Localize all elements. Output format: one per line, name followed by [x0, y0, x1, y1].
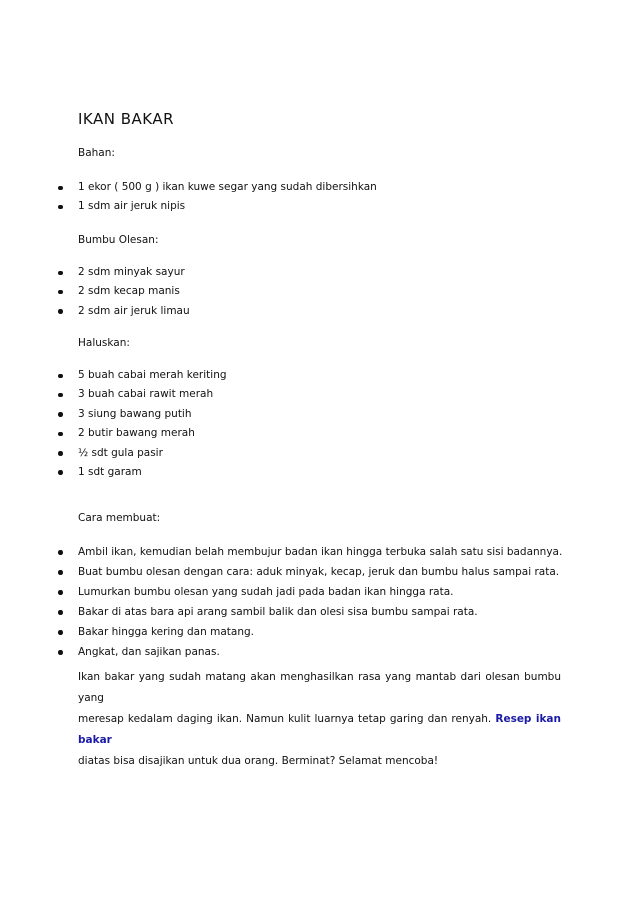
- resep-ikan-bakar-link[interactable]: Resep ikan bakar: [78, 713, 561, 746]
- bullet-icon: [58, 550, 63, 555]
- bahan-label: Bahan:: [78, 147, 115, 159]
- closing-line-1: Ikan bakar yang sudah matang akan menghasilkan rasa yang mantab dari olesan bumbu yang: [78, 671, 561, 704]
- bullet-icon: [58, 470, 63, 475]
- bullet-icon: [58, 290, 63, 295]
- bullet-icon: [58, 590, 63, 595]
- bullet-icon: [58, 393, 63, 398]
- bullet-icon: [58, 570, 63, 575]
- recipe-title: IKAN BAKAR: [78, 110, 175, 128]
- bullet-icon: [58, 610, 63, 615]
- bullet-icon: [58, 374, 63, 379]
- bumbu-olesan-label: Bumbu Olesan:: [78, 234, 159, 246]
- bullet-icon: [58, 630, 63, 635]
- closing-line-2-text: meresap kedalam daging ikan. Namun kulit luarnya tetap garing dan renyah.: [78, 713, 492, 725]
- haluskan-label: Haluskan:: [78, 337, 130, 349]
- bullet-icon: [58, 205, 63, 210]
- closing-line-2: [78, 709, 561, 751]
- bullet-icon: [58, 186, 63, 191]
- bullet-icon: [58, 451, 63, 456]
- closing-paragraph: [78, 667, 561, 772]
- bullet-icon: [58, 432, 63, 437]
- bullet-icon: [58, 271, 63, 276]
- document-page: IKAN BAKAR Bahan: 1 ekor ( 500 g ) ikan kuwe segar yang sudah dibersihkan 1 sdm air jeruk nipis Bumbu Olesan: 2 sdm minyak sayur 2 sdm kecap manis 2 sdm air jeruk limau Haluskan: 5 buah cabai merah keriting 3 buah cabai rawit merah 3 siung bawang putih 2 butir bawang merah ½ sdt gula pasir 1 sdt garam Cara membuat: Ambil ikan, kemudian belah membujur badan ikan hingga terbuka salah satu sisi badannya. Buat bumbu olesan dengan cara: aduk minyak, kecap, jeruk dan bumbu halus sampai rata. Lumurkan bumbu olesan yang sudah jadi pada badan ikan hingga rata. Bakar di atas bara api arang sambil balik dan olesi sisa bumbu sampai rata. Bakar hingga kering dan matang. Angkat, dan sajikan panas. Ikan bakar yang sudah matang akan menghasilkan rasa yang mantab dari olesan bumbu yang meresap kedalam daging ikan. Namun kulit luarnya tetap garing dan renyah. Resep ikan bakar diatas bisa disajikan untuk dua orang. Berminat? Selamat mencoba!: [0, 0, 638, 903]
- bullet-icon: [58, 650, 63, 655]
- bullet-icon: [58, 412, 63, 417]
- closing-line-3: diatas bisa disajikan untuk dua orang. Berminat? Selamat mencoba!: [78, 755, 439, 767]
- bullet-icon: [58, 309, 63, 314]
- cara-membuat-label: Cara membuat:: [78, 512, 161, 524]
